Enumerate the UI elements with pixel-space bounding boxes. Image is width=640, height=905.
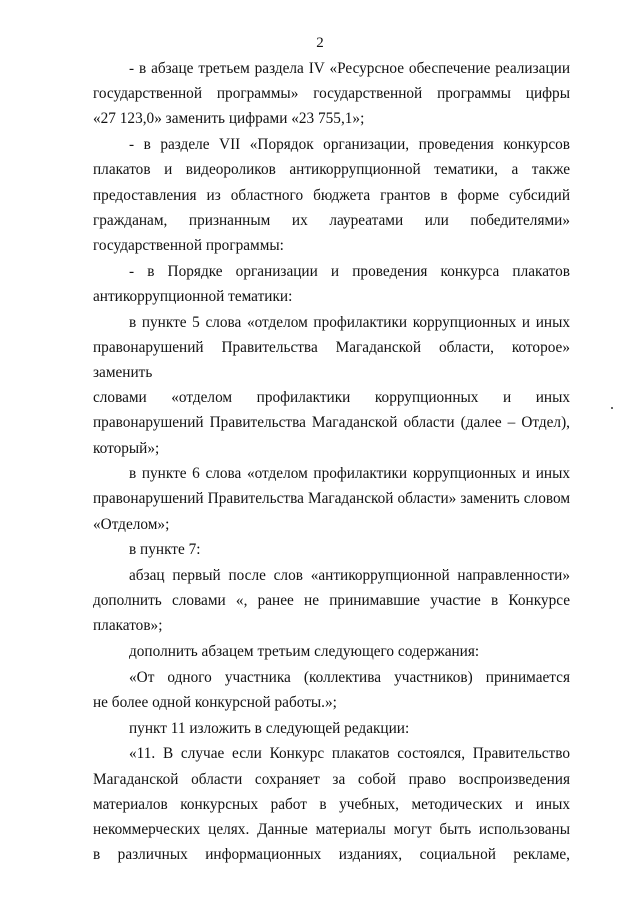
text-line: плакатов и видеороликов антикоррупционной тематики, а также: [93, 161, 570, 179]
paragraph: [93, 132, 570, 258]
text-line: - в разделе VII «Порядок организации, проведения конкурсов: [129, 136, 570, 154]
text-line: - в Порядке организации и проведения конкурса плакатов: [129, 262, 570, 280]
text-line: плакатов»;: [93, 617, 163, 635]
text-line: дополнить словами «, ранее не принимавшие участие в Конкурсе: [93, 592, 570, 610]
text-line: правонарушений Правительства Магаданской области (далее – Отдел),: [93, 414, 570, 432]
text-line: в пункте 5 слова «отделом профилактики коррупционных и иных: [129, 313, 570, 331]
text-line: в пункте 7:: [129, 541, 201, 559]
text-line: государственной программы» государственной программы цифры: [93, 85, 570, 103]
text-line: пункт 11 изложить в следующей редакции:: [129, 719, 410, 737]
text-line: предоставления из областного бюджета грантов в форме субсидий: [93, 186, 570, 204]
text-line: дополнить абзацем третьим следующего содержания:: [129, 643, 480, 661]
document-body: [93, 56, 570, 868]
text-line: который»;: [93, 439, 160, 457]
paragraph: [93, 310, 570, 461]
paragraph: [93, 537, 570, 562]
text-line: некоммерческих целях. Данные материалы могут быть использованы: [93, 821, 570, 839]
text-line: «Отделом»;: [93, 515, 170, 533]
text-line: правонарушений Правительства Магаданской области» заменить словом: [93, 490, 570, 508]
text-line: правонарушений Правительства Магаданской области, которое» заменить: [93, 338, 570, 381]
text-line: не более одной конкурсной работы.»;: [93, 694, 337, 712]
paragraph: [93, 716, 570, 741]
paragraph: [93, 665, 570, 715]
scan-speck: [611, 407, 613, 409]
paragraph: [93, 639, 570, 664]
text-line: - в абзаце третьем раздела IV «Ресурсное обеспечение реализации: [129, 60, 570, 77]
text-line: словами «отделом профилактики коррупционных и иных: [93, 389, 570, 407]
text-line: гражданам, признанным их лауреатами или победителями»: [93, 211, 570, 229]
paragraph: [93, 56, 570, 132]
page-number: 2: [316, 35, 324, 51]
paragraph: [93, 259, 570, 309]
text-line: Магаданской области сохраняет за собой право воспроизведения: [93, 770, 570, 788]
text-line: в различных информационных изданиях, социальной рекламе,: [93, 846, 570, 864]
paragraph: [93, 741, 570, 867]
text-line: «11. В случае если Конкурс плакатов состоялся, Правительство: [129, 745, 570, 763]
paragraph: [93, 461, 570, 537]
text-line: абзац первый после слов «антикоррупционной направленности»: [129, 567, 570, 585]
text-line: материалов конкурсных работ в учебных, методических и иных: [93, 795, 570, 813]
text-line: антикоррупционной тематики:: [93, 287, 293, 305]
paragraph: [93, 563, 570, 639]
text-line: в пункте 6 слова «отделом профилактики коррупционных и иных: [129, 465, 570, 483]
text-line: «27 123,0» заменить цифрами «23 755,1»;: [93, 110, 365, 128]
text-line: государственной программы:: [93, 236, 284, 254]
text-line: «От одного участника (коллектива участников) принимается: [129, 668, 570, 686]
